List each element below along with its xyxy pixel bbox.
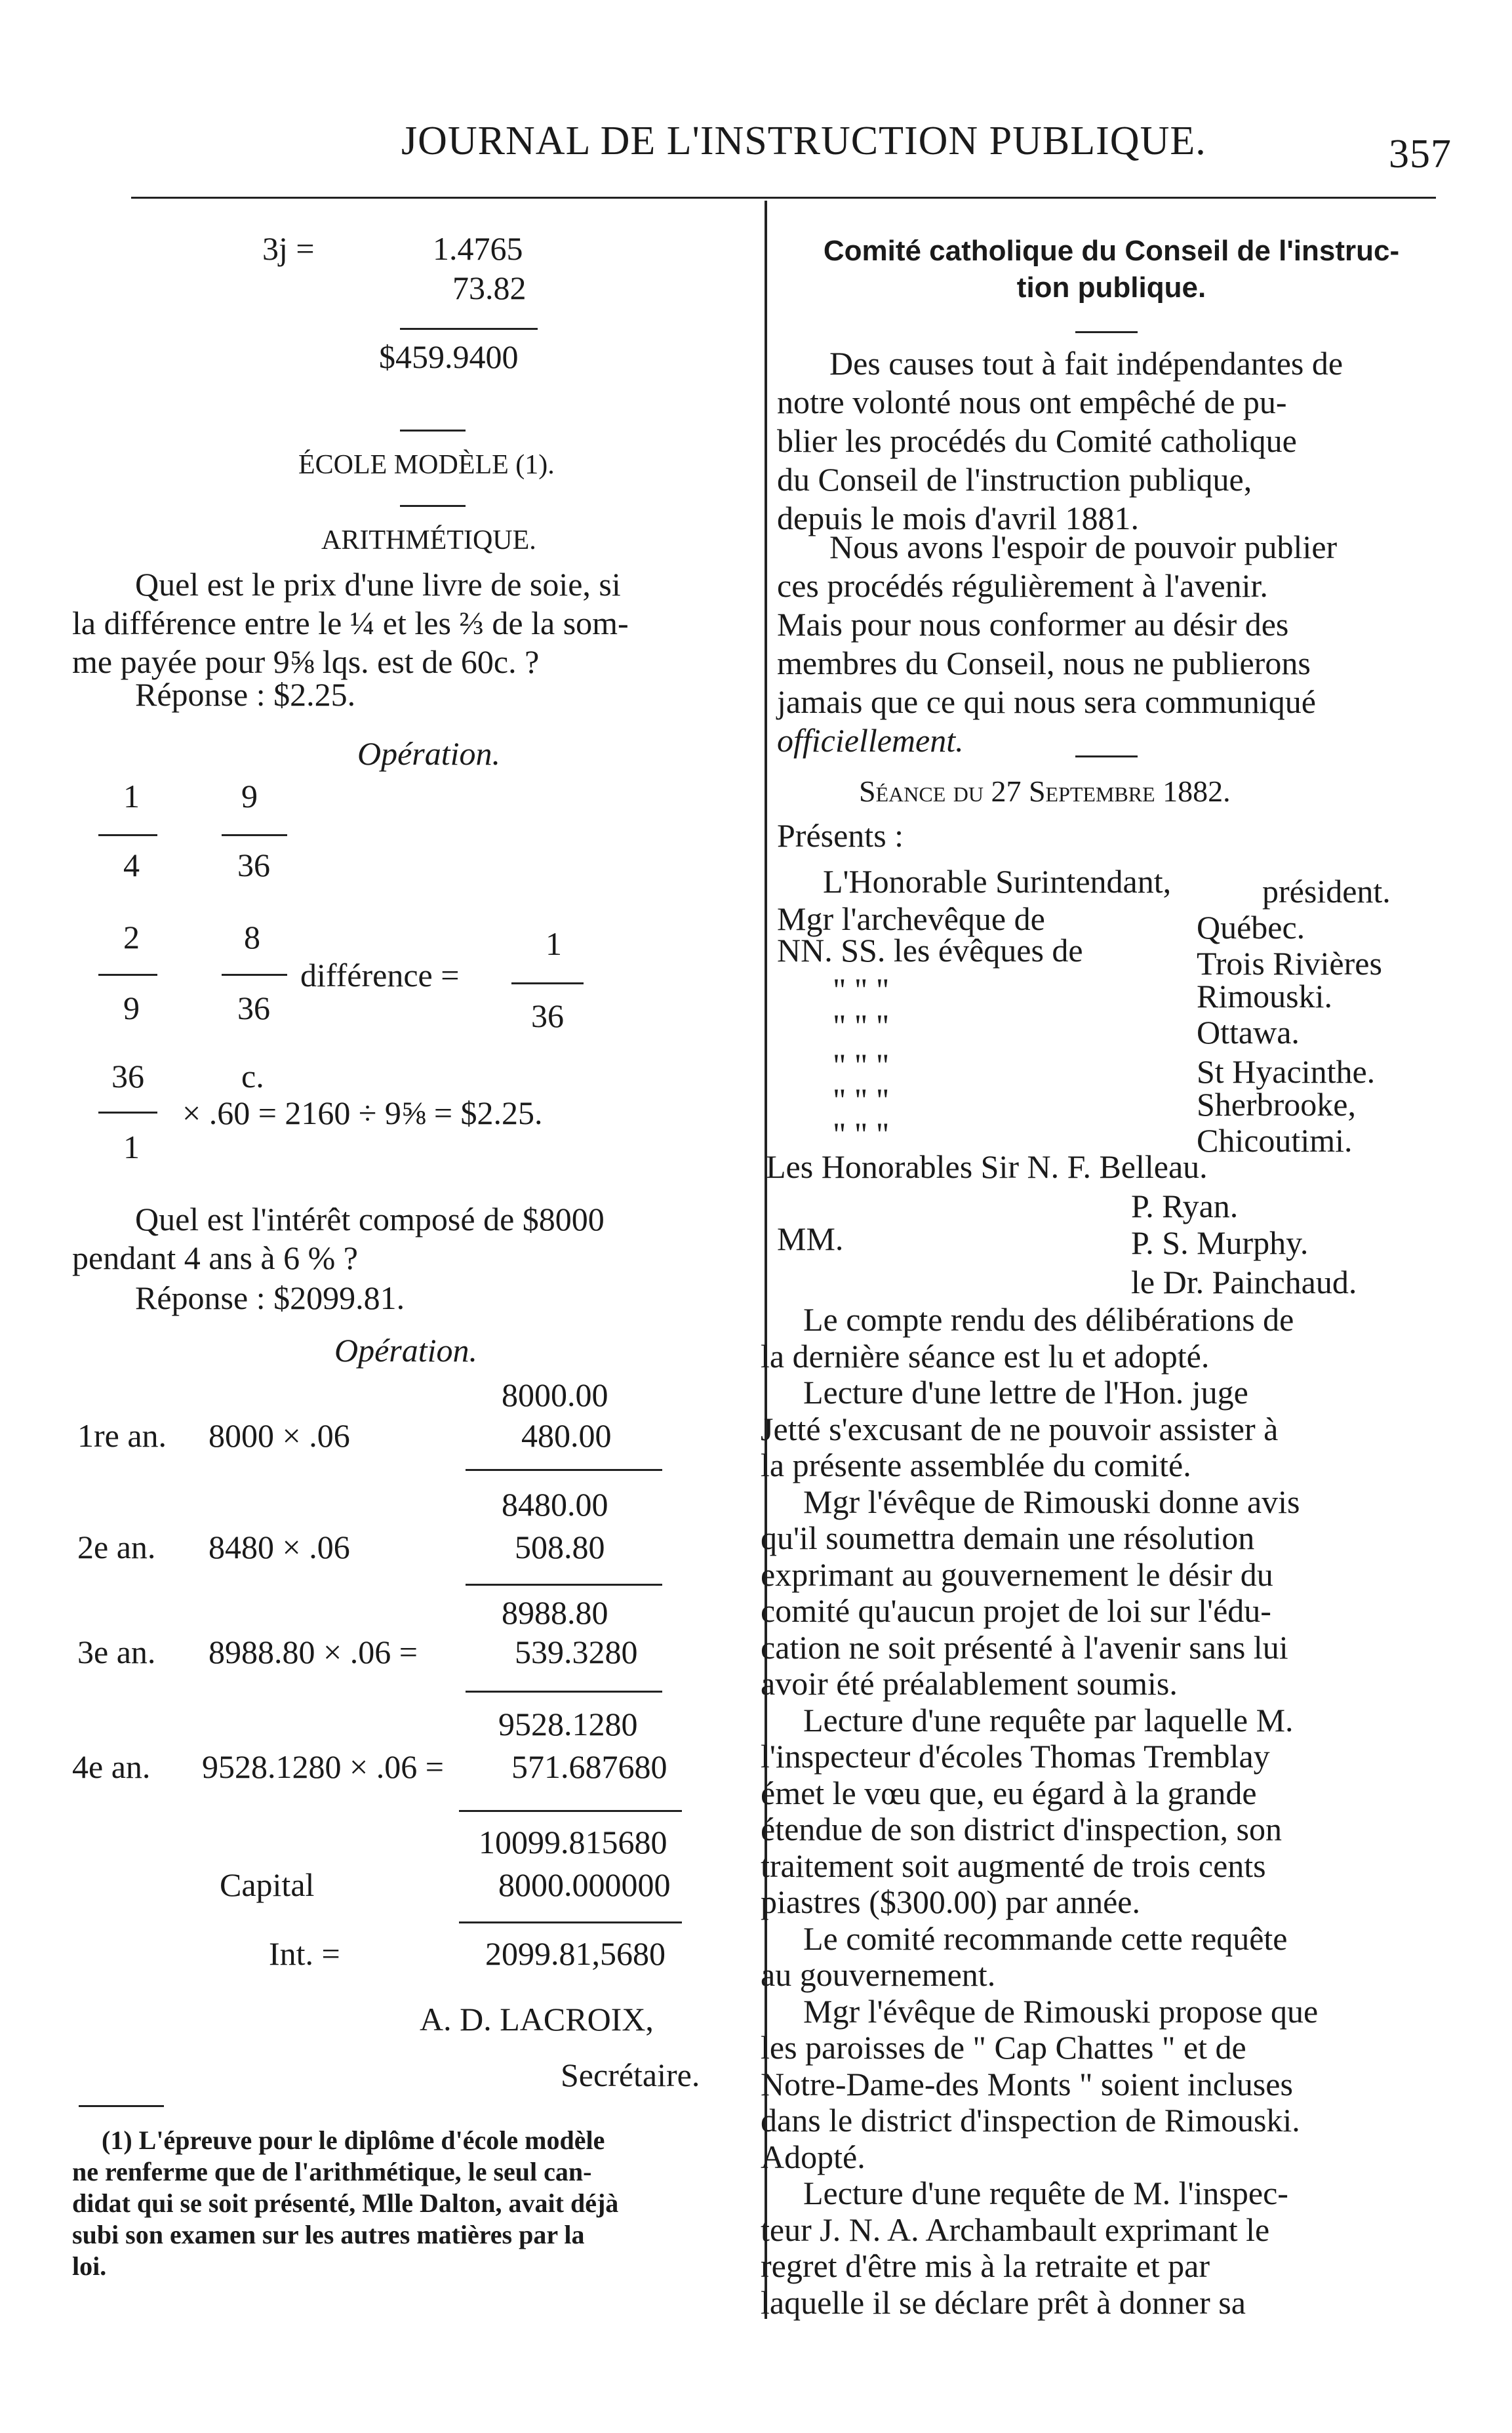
interest-calc: 8988.80 × .06 =	[209, 1634, 418, 1670]
frac-bar	[98, 1112, 157, 1114]
sum-rule	[459, 1810, 682, 1812]
second-paragraph: Nous avons l'espoir de pouvoir publier ces procédés régulièrement à l'avenir. Mais pour nous conformer au désir des membres du Conseil, nous ne publierons jamais que ce qui nous sera communiqué officiellement.	[777, 529, 1338, 759]
top-calc-total: $459.9400	[379, 338, 519, 375]
frac-num: 1	[546, 925, 562, 962]
interest-value: 8000.000000	[498, 1866, 671, 1903]
frac-num: 8	[244, 919, 260, 955]
attendee-left: " " "	[833, 971, 890, 1008]
frac-bar	[222, 834, 287, 836]
interest-year-label: 4e an.	[72, 1748, 151, 1785]
intro-paragraph: Des causes tout à fait indépendantes de notre volonté nous ont empêché de pu- blier les procédés du Comité catholique du Conseil de l'instruction publique, depuis le mois d'avril 1881.	[777, 345, 1343, 536]
sum-rule	[400, 328, 538, 330]
frac-num: 2	[123, 919, 140, 955]
footnote-rule	[79, 2105, 164, 2107]
frac-num: 9	[241, 778, 258, 814]
sum-rule	[459, 1921, 682, 1923]
painchaud-line: le Dr. Painchaud.	[1131, 1264, 1357, 1300]
interest-calc: 9528.1280 × .06 =	[202, 1748, 444, 1785]
subject-title: ARITHMÉTIQUE.	[321, 525, 536, 555]
frac-bar	[222, 974, 287, 976]
question-2: Quel est l'intérêt composé de $8000 pendant 4 ans à 6 % ?	[72, 1201, 605, 1276]
attendee-right: Rimouski.	[1197, 978, 1332, 1015]
question-1: Quel est le prix d'une livre de soie, si la différence entre le ¼ et les ⅔ de la som- me payée pour 9⅝ lqs. est de 60c. ?	[72, 566, 629, 680]
president-title: président.	[1262, 873, 1391, 910]
signature-title: Secrétaire.	[561, 2057, 700, 2093]
seance-title: Séance du 27 Septembre 1882.	[859, 774, 1231, 808]
attendee-left: " " "	[833, 1007, 890, 1044]
interest-value: 571.687680	[511, 1748, 667, 1785]
attendee-right: Sherbrooke,	[1197, 1086, 1356, 1123]
interest-calc: 8480 × .06	[209, 1529, 350, 1565]
cents-label: c.	[241, 1058, 264, 1095]
frac-bar	[511, 982, 584, 984]
header-rule	[131, 197, 1436, 199]
operation-title-1: Opération.	[357, 735, 501, 772]
footnote: (1) L'épreuve pour le diplôme d'école modèle ne renferme que de l'arithmétique, le seul can- didat qui se soit présenté, Mlle Dalton, avait déjà subi son examen sur les autres matières par la loi.	[72, 2125, 619, 2281]
interest-value: 480.00	[521, 1417, 612, 1454]
section-rule	[400, 505, 466, 507]
sum-rule	[466, 1691, 662, 1693]
presents-label: Présents :	[777, 817, 904, 854]
difference-label: différence =	[300, 957, 460, 994]
page-number: 357	[1389, 132, 1452, 176]
attendee-left: NN. SS. les évêques de	[777, 932, 1083, 969]
answer-2: Réponse : $2099.81.	[135, 1279, 405, 1316]
mm-label: MM.	[777, 1220, 844, 1257]
frac-num: 1	[123, 778, 140, 814]
interest-year-label: 3e an.	[77, 1634, 156, 1670]
school-title: ÉCOLE MODÈLE (1).	[298, 450, 555, 480]
attendee-right: Ottawa.	[1197, 1014, 1300, 1051]
president-line: L'Honorable Surintendant,	[823, 863, 1172, 900]
interest-year-label: 2e an.	[77, 1529, 156, 1565]
frac-den: 36	[237, 990, 270, 1026]
minutes-text: Le compte rendu des délibérations de la dernière séance est lu et adopté. Lecture d'une lettre de l'Hon. juge Jetté s'excusant de ne pouvoir assister à la présente assemblée du comité. Mgr l'évêque de Rimouski donne avis qu'il soumettra demain une résolution exprimant au gouvernement le désir du comité qu'aucun projet de loi sur l'édu- cation ne soit présenté à l'avenir sans lui avoir été préalablement soumis. Lecture d'une requête par laquelle M. l'inspecteur d'écoles Thomas Tremblay émet le vœu que, eu égard à la grande étendue de son district d'inspection, son traitement soit augmenté de trois cents piastres ($300.00) par année. Le comité recommande cette requête au gouvernement. Mgr l'évêque de Rimouski propose que les paroisses de " Cap Chattes " et de Notre-Dame-des Monts " soient incluses dans le district d'inspection de Rimouski. Adopté. Lecture d'une requête de M. l'inspec- teur J. N. A. Archambault exprimant le regret d'être mis à la retraite et par laquelle il se déclare prêt à donner sa	[761, 1301, 1319, 2321]
frac-den: 36	[237, 847, 270, 883]
honorables-line: Les Honorables Sir N. F. Belleau.	[766, 1148, 1208, 1185]
final-calc: × .60 = 2160 ÷ 9⅝ = $2.25.	[182, 1095, 543, 1131]
ryan-line: P. Ryan.	[1131, 1188, 1239, 1224]
interest-value: 10099.815680	[479, 1824, 667, 1860]
frac-den: 36	[531, 997, 564, 1034]
frac-num: 36	[111, 1058, 144, 1095]
frac-bar	[98, 834, 157, 836]
interest-year-label: 1re an.	[77, 1417, 167, 1454]
interest-value: 8480.00	[502, 1486, 608, 1523]
interest-value: 539.3280	[515, 1634, 638, 1670]
frac-den: 4	[123, 847, 140, 883]
signature-name: A. D. LACROIX,	[420, 2001, 654, 2038]
interest-value: 8988.80	[502, 1594, 608, 1631]
answer-1: Réponse : $2.25.	[135, 676, 356, 713]
sum-rule	[466, 1469, 662, 1471]
frac-den: 9	[123, 990, 140, 1026]
section-rule	[1075, 755, 1138, 757]
interest-value: 2099.81,5680	[485, 1935, 666, 1972]
attendee-right: Chicoutimi.	[1197, 1122, 1353, 1159]
top-calc-value-1: 1.4765	[433, 230, 523, 267]
interest-calc: 8000 × .06	[209, 1417, 350, 1454]
attendee-left: Mgr l'archevêque de	[777, 900, 1045, 937]
running-header: JOURNAL DE L'INSTRUCTION PUBLIQUE.	[401, 119, 1206, 163]
section-rule	[1075, 331, 1138, 333]
interest-value: 508.80	[515, 1529, 605, 1565]
attendee-left: " " "	[833, 1081, 890, 1118]
attendee-right: St Hyacinthe.	[1197, 1053, 1376, 1090]
interest-value: 9528.1280	[498, 1706, 638, 1742]
frac-bar	[98, 974, 157, 976]
operation-title-2: Opération.	[334, 1332, 478, 1369]
right-title: Comité catholique du Conseil de l'instruc- tion publique.	[823, 235, 1400, 304]
top-calc-value-2: 73.82	[452, 270, 527, 306]
attendee-left: " " "	[833, 1116, 890, 1152]
section-rule	[400, 430, 466, 432]
capital-label: Capital	[220, 1866, 315, 1903]
attendee-left: " " "	[833, 1047, 890, 1083]
murphy-line: P. S. Murphy.	[1131, 1224, 1309, 1261]
frac-den: 1	[123, 1129, 140, 1165]
interest-label: Int. =	[269, 1935, 340, 1972]
interest-value: 8000.00	[502, 1377, 608, 1413]
sum-rule	[466, 1584, 662, 1586]
attendee-right: Trois Rivières	[1197, 945, 1382, 982]
top-calc-label: 3j =	[262, 230, 315, 267]
attendee-right: Québec.	[1197, 909, 1305, 946]
